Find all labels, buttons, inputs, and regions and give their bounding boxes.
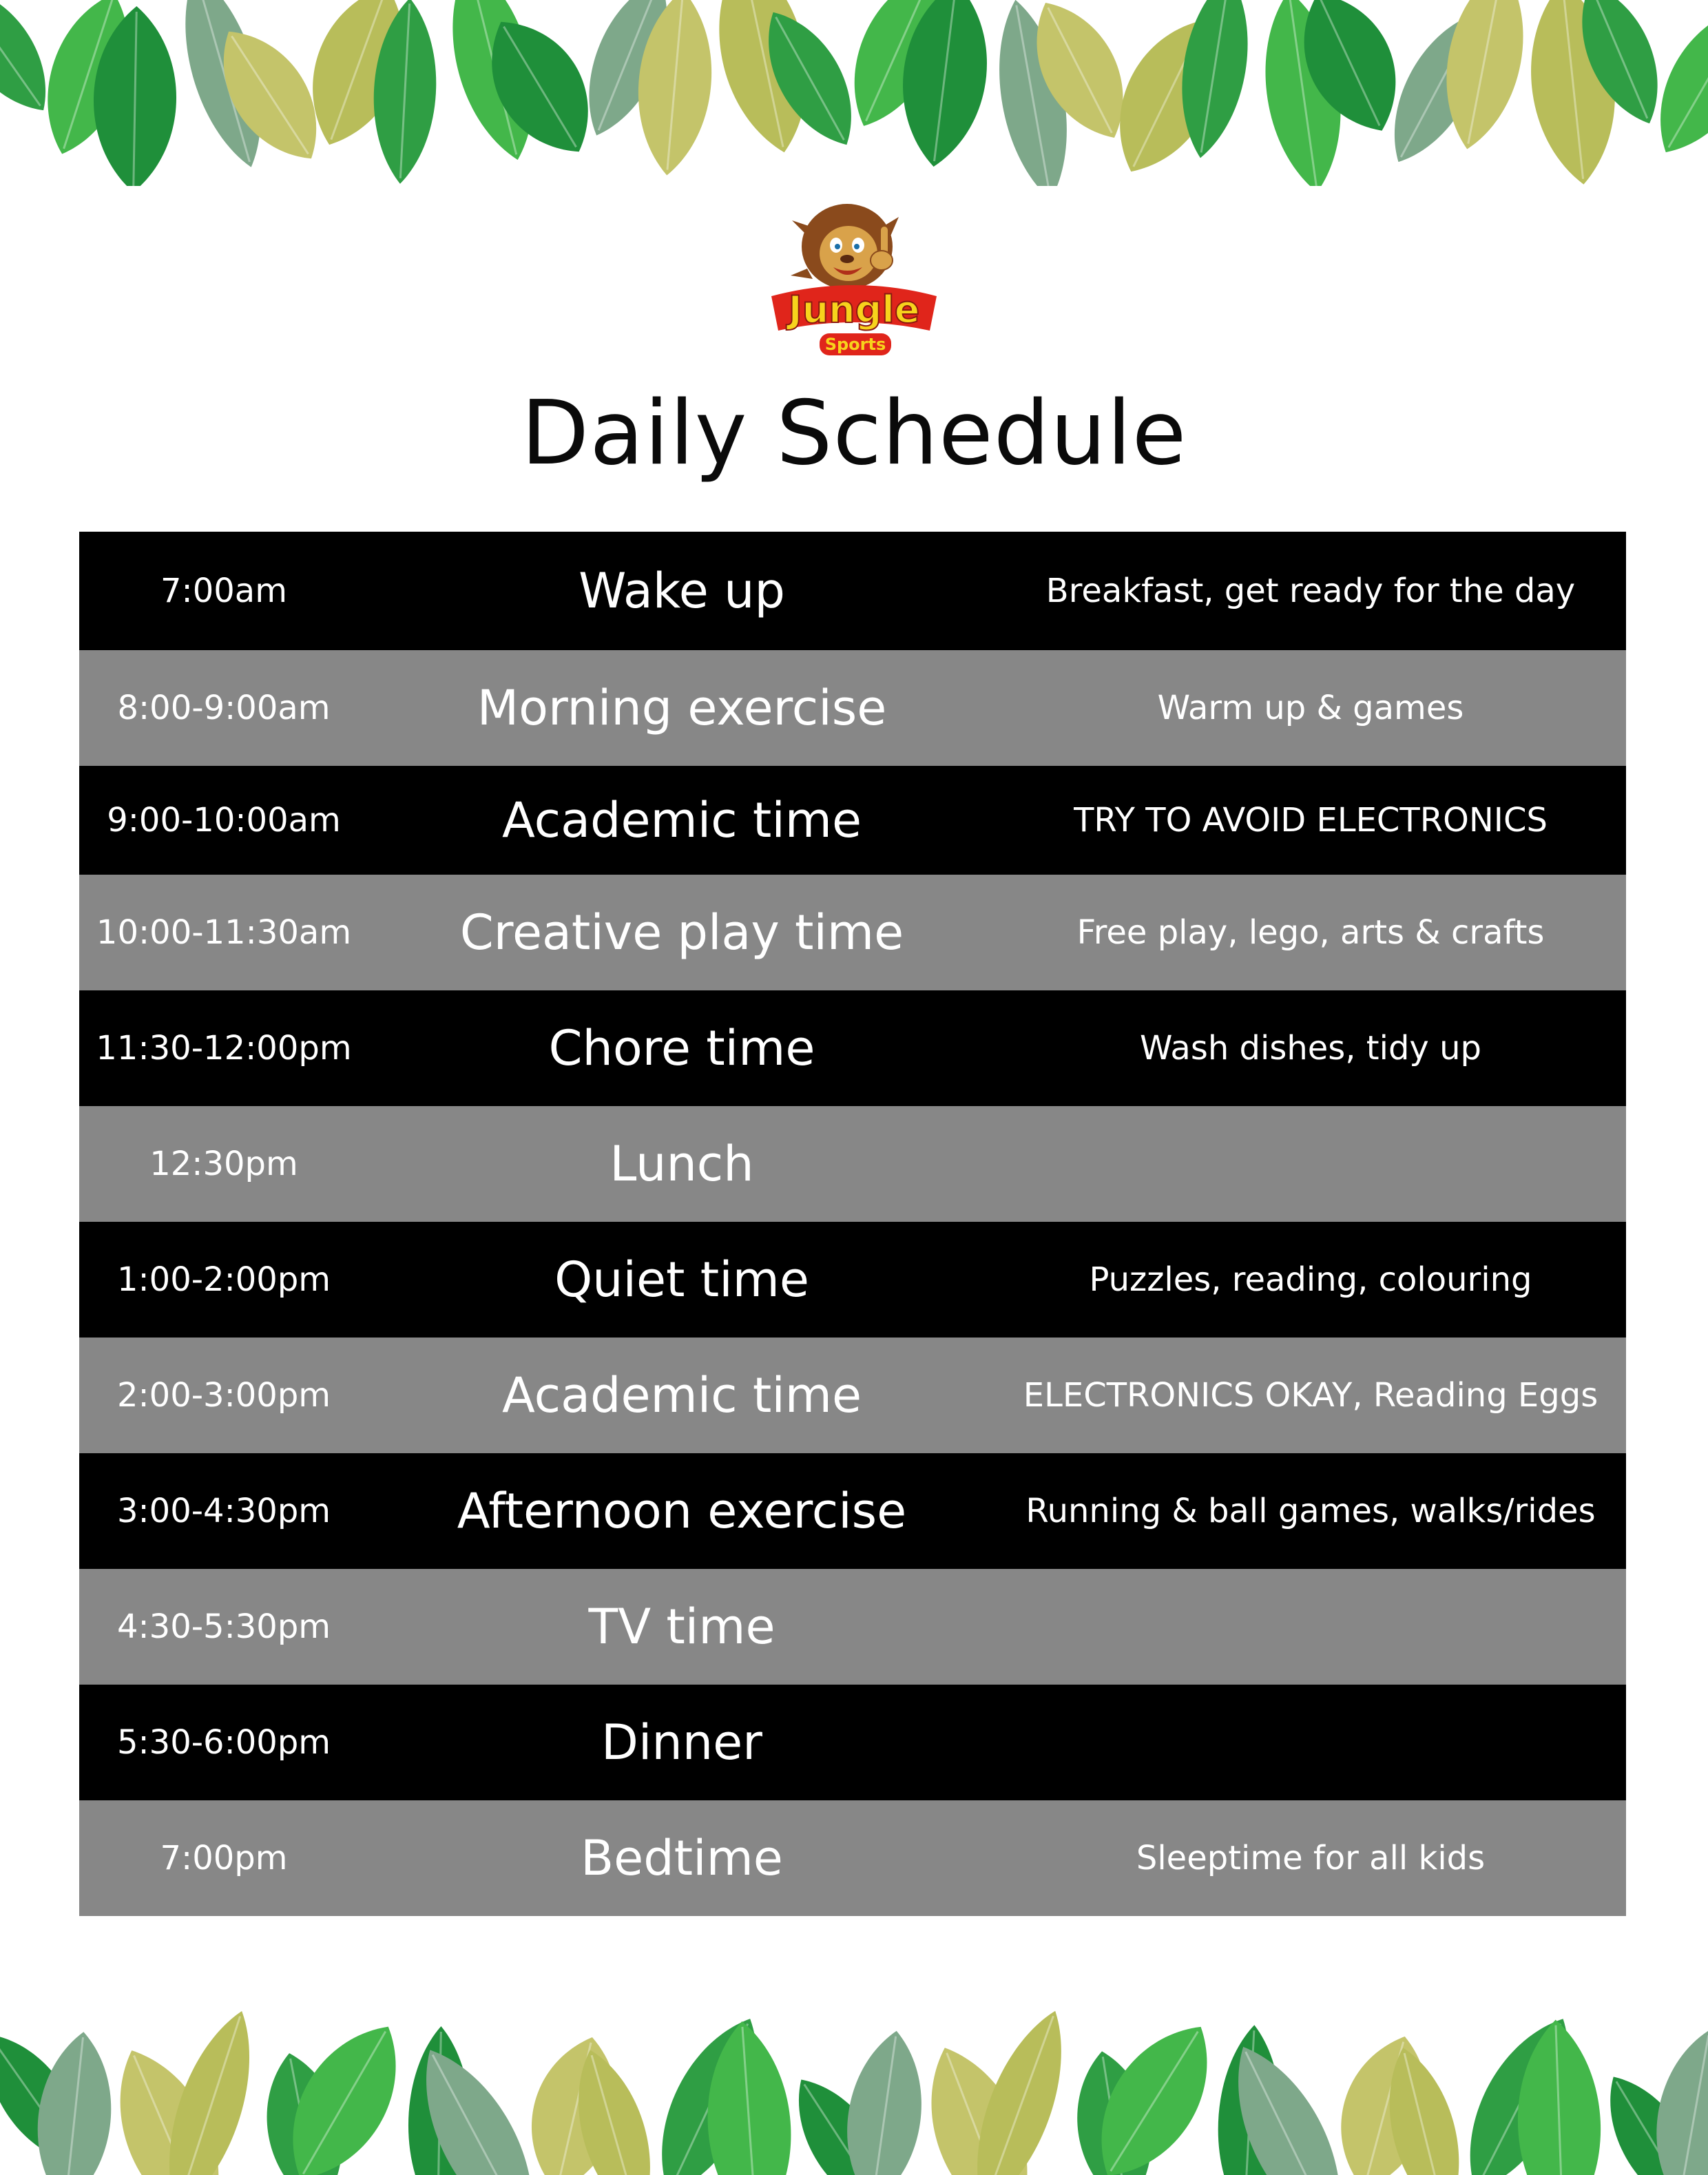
logo-wordmark: Jungle [788,288,920,331]
schedule-activity: Wake up [579,563,785,619]
schedule-time: 3:00-4:30pm [116,1492,331,1530]
schedule-activity: TV time [588,1599,775,1655]
page-title: Daily Schedule [521,382,1187,485]
schedule-row [79,1222,1626,1338]
jungle-sports-logo [764,193,944,358]
leaves-bottom-icon [0,1968,1708,2175]
schedule-note: TRY TO AVOID ELECTRONICS [1074,801,1548,840]
schedule-activity: Bedtime [581,1830,783,1886]
top-leaf-border [0,0,1708,186]
schedule-row [79,1338,1626,1453]
schedule-note: ELECTRONICS OKAY, Reading Eggs [1023,1376,1598,1415]
schedule-activity: Dinner [601,1714,762,1771]
schedule-row [79,990,1626,1106]
schedule-row [79,766,1626,875]
leaf-shape [836,2026,932,2175]
schedule-time: 9:00-10:00am [107,801,341,840]
schedule-row [79,1453,1626,1569]
schedule-activity: Afternoon exercise [457,1483,907,1539]
schedule-activity: Lunch [610,1136,754,1192]
schedule-table [79,532,1626,1916]
schedule-time: 8:00-9:00am [117,689,331,727]
schedule-activity: Academic time [501,1367,862,1424]
schedule-activity: Creative play time [459,904,904,961]
lion-logo-icon [764,193,944,358]
schedule-row [79,532,1626,650]
schedule-time: 11:30-12:00pm [96,1029,352,1068]
schedule-time: 5:30-6:00pm [116,1723,331,1762]
logo-subtitle: Sports [824,335,886,354]
schedule-note: Puzzles, reading, colouring [1089,1260,1532,1299]
schedule-row [79,1685,1626,1800]
schedule-row [79,1800,1626,1916]
schedule-activity: Academic time [501,792,862,849]
schedule-row [79,650,1626,766]
schedule-note: Free play, lego, arts & crafts [1076,913,1545,952]
schedule-note: Warm up & games [1157,689,1464,727]
schedule-time: 10:00-11:30am [96,913,352,952]
schedule-activity: Quiet time [554,1251,809,1308]
schedule-note: Running & ball games, walks/rides [1025,1492,1596,1530]
schedule-row [79,1106,1626,1222]
schedule-time: 2:00-3:00pm [116,1376,331,1415]
schedule-time: 4:30-5:30pm [116,1607,331,1646]
bottom-leaf-border [0,1968,1708,2175]
leaf-shape [1432,0,1539,156]
schedule-row [79,1569,1626,1685]
schedule-time: 7:00pm [160,1839,288,1877]
schedule-row [79,875,1626,990]
schedule-activity: Morning exercise [477,680,887,736]
schedule-time: 1:00-2:00pm [116,1260,331,1299]
leaf-shape [29,2028,119,2175]
schedule-time: 7:00am [160,572,287,610]
schedule-activity: Chore time [548,1020,815,1076]
schedule-note: Wash dishes, tidy up [1140,1029,1481,1068]
leaves-top-icon [0,0,1708,186]
schedule-note: Sleeptime for all kids [1136,1839,1486,1877]
schedule-time: 12:30pm [149,1145,298,1183]
schedule-note: Breakfast, get ready for the day [1045,572,1576,610]
